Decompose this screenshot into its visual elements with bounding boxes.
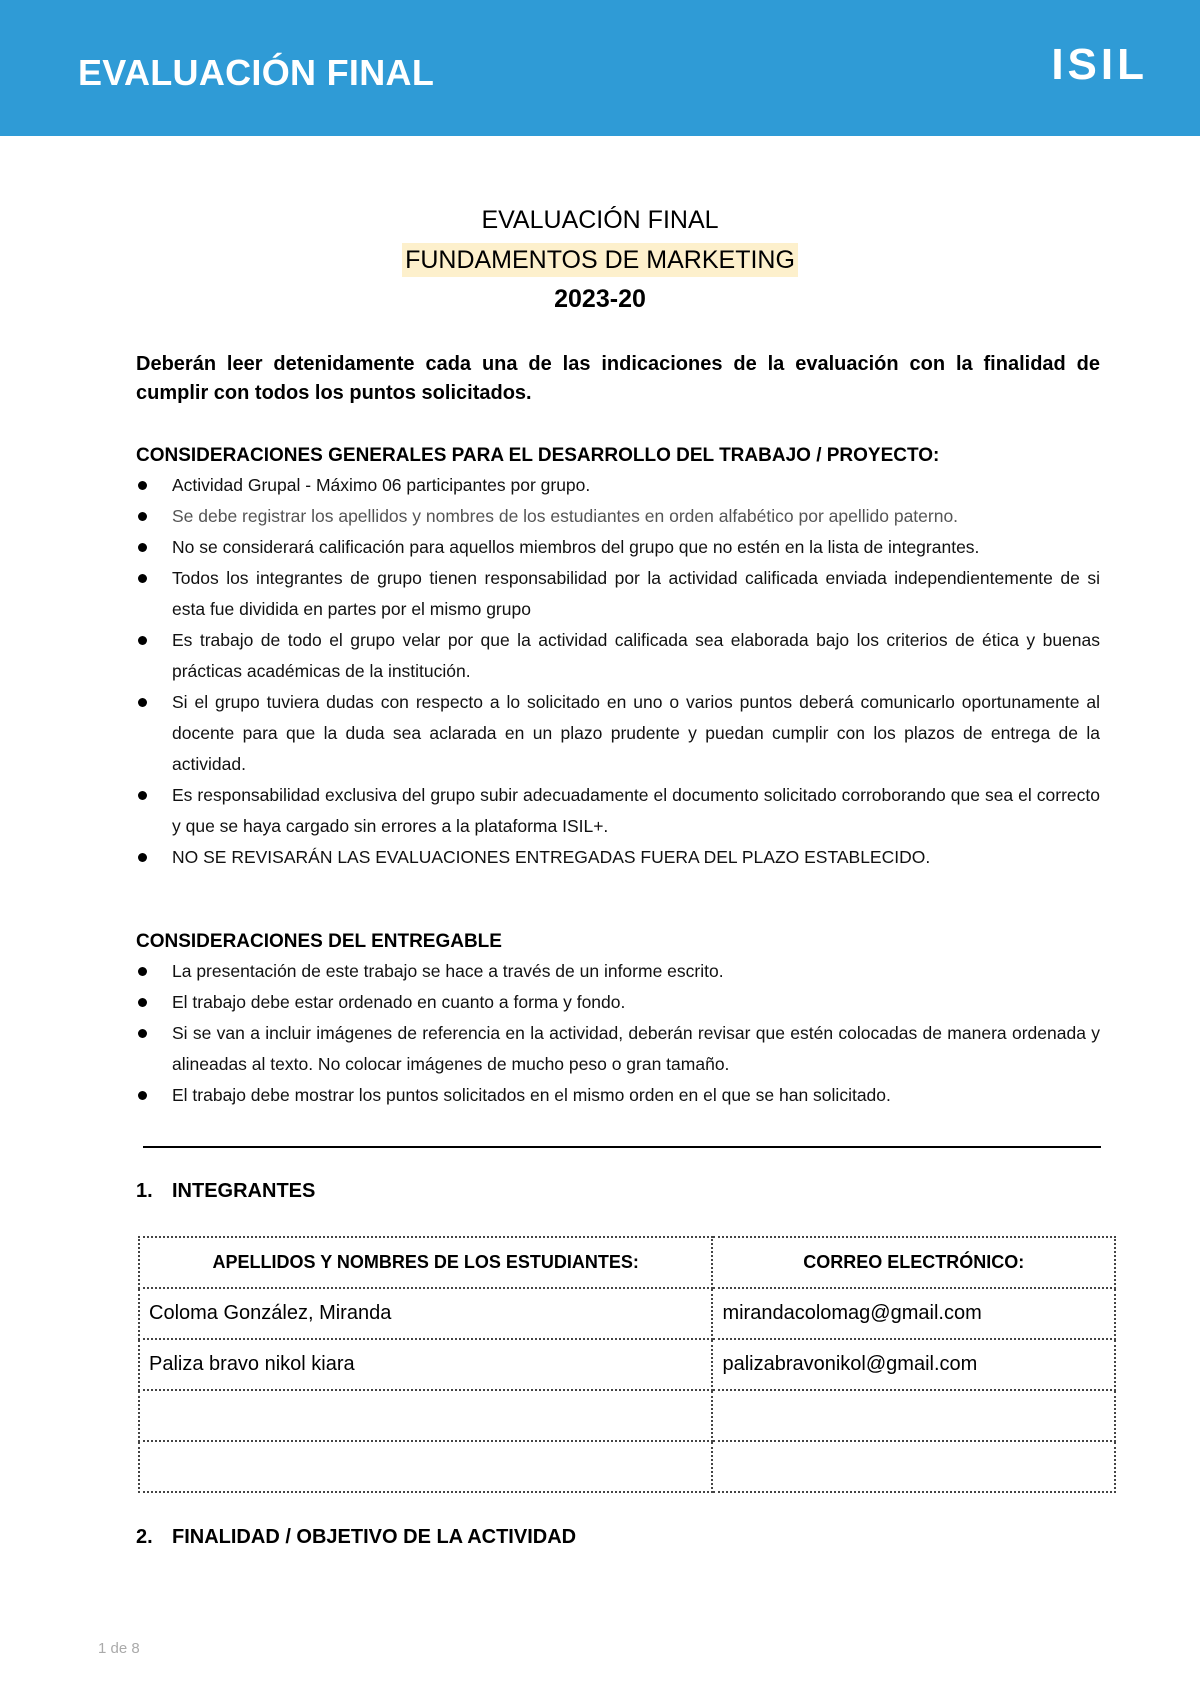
section-title: FINALIDAD / OBJETIVO DE LA ACTIVIDAD bbox=[172, 1526, 577, 1548]
student-name-cell[interactable] bbox=[139, 1441, 712, 1492]
table-row bbox=[139, 1288, 1115, 1339]
list-item: La presentación de este trabajo se hace a través de un informe escrito. bbox=[136, 956, 1100, 987]
student-name-cell[interactable]: Paliza bravo nikol kiara bbox=[139, 1339, 712, 1390]
student-email-cell[interactable] bbox=[712, 1441, 1115, 1492]
general-considerations-list bbox=[136, 470, 1100, 873]
general-considerations-heading: CONSIDERACIONES GENERALES PARA EL DESARROLLO DEL TRABAJO / PROYECTO: bbox=[136, 445, 940, 466]
table-row bbox=[139, 1441, 1115, 1492]
academic-period: 2023-20 bbox=[554, 285, 646, 313]
header-banner bbox=[0, 0, 1200, 136]
deliverable-considerations bbox=[136, 928, 1100, 1111]
list-item: No se considerará calificación para aquellos miembros del grupo que no estén en la lista de integrantes. bbox=[136, 532, 1100, 563]
list-item: Es trabajo de todo el grupo velar por que la actividad calificada sea elaborada bajo los criterios de ética y buenas prácticas académicas de la institución. bbox=[136, 625, 1100, 687]
page-number: 1 de 8 bbox=[98, 1640, 140, 1657]
section-title: INTEGRANTES bbox=[172, 1180, 316, 1202]
deliverable-considerations-heading: CONSIDERACIONES DEL ENTREGABLE bbox=[136, 931, 502, 952]
intro-paragraph: Deberán leer detenidamente cada una de las indicaciones de la evaluación con la finalidad de cumplir con todos los puntos solicitados. bbox=[136, 353, 1100, 404]
course-name: FUNDAMENTOS DE MARKETING bbox=[402, 243, 798, 277]
list-item: El trabajo debe estar ordenado en cuanto a forma y fondo. bbox=[136, 987, 1100, 1018]
student-name-cell[interactable] bbox=[139, 1390, 712, 1441]
list-item: NO SE REVISARÁN LAS EVALUACIONES ENTREGADAS FUERA DEL PLAZO ESTABLECIDO. bbox=[136, 842, 1100, 873]
document-title-block bbox=[0, 200, 1200, 318]
banner-title: EVALUACIÓN FINAL bbox=[78, 52, 435, 93]
column-header-email: CORREO ELECTRÓNICO: bbox=[712, 1237, 1115, 1288]
deliverable-considerations-list bbox=[136, 956, 1100, 1111]
column-header-names: APELLIDOS Y NOMBRES DE LOS ESTUDIANTES: bbox=[139, 1237, 712, 1288]
isil-logo: ISIL bbox=[1051, 40, 1148, 89]
section-1-heading bbox=[136, 1180, 315, 1203]
section-2-heading bbox=[136, 1526, 576, 1549]
general-considerations bbox=[136, 442, 1100, 873]
section-divider bbox=[143, 1146, 1101, 1148]
list-item: Todos los integrantes de grupo tienen responsabilidad por la actividad calificada enviada independientemente de si esta fue dividida en partes por el mismo grupo bbox=[136, 563, 1100, 625]
list-item: El trabajo debe mostrar los puntos solicitados en el mismo orden en el que se han solicitado. bbox=[136, 1080, 1100, 1111]
table-header-row bbox=[139, 1237, 1115, 1288]
student-email-cell[interactable] bbox=[712, 1390, 1115, 1441]
section-number: 1. bbox=[136, 1180, 153, 1202]
table-row bbox=[139, 1390, 1115, 1441]
list-item: Actividad Grupal - Máximo 06 participantes por grupo. bbox=[136, 470, 1100, 501]
student-email-cell[interactable]: mirandacolomag@gmail.com bbox=[712, 1288, 1115, 1339]
list-item: Si el grupo tuviera dudas con respecto a lo solicitado en uno o varios puntos deberá comunicarlo oportunamente al docente para que la duda sea aclarada en un plazo prudente y puedan cumplir con los plazos de entrega de la actividad. bbox=[136, 687, 1100, 780]
list-item: Si se van a incluir imágenes de referencia en la actividad, deberán revisar que estén colocadas de manera ordenada y alineadas al texto. No colocar imágenes de mucho peso o gran tamaño. bbox=[136, 1018, 1100, 1080]
student-name-cell[interactable]: Coloma González, Miranda bbox=[139, 1288, 712, 1339]
section-number: 2. bbox=[136, 1526, 153, 1548]
list-item: Se debe registrar los apellidos y nombres de los estudiantes en orden alfabético por apellido paterno. bbox=[136, 501, 1100, 532]
document-title: EVALUACIÓN FINAL bbox=[481, 206, 719, 234]
table-row bbox=[139, 1339, 1115, 1390]
student-email-cell[interactable]: palizabravonikol@gmail.com bbox=[712, 1339, 1115, 1390]
list-item: Es responsabilidad exclusiva del grupo subir adecuadamente el documento solicitado corroborando que sea el correcto y que se haya cargado sin errores a la plataforma ISIL+. bbox=[136, 780, 1100, 842]
members-table bbox=[138, 1236, 1116, 1493]
